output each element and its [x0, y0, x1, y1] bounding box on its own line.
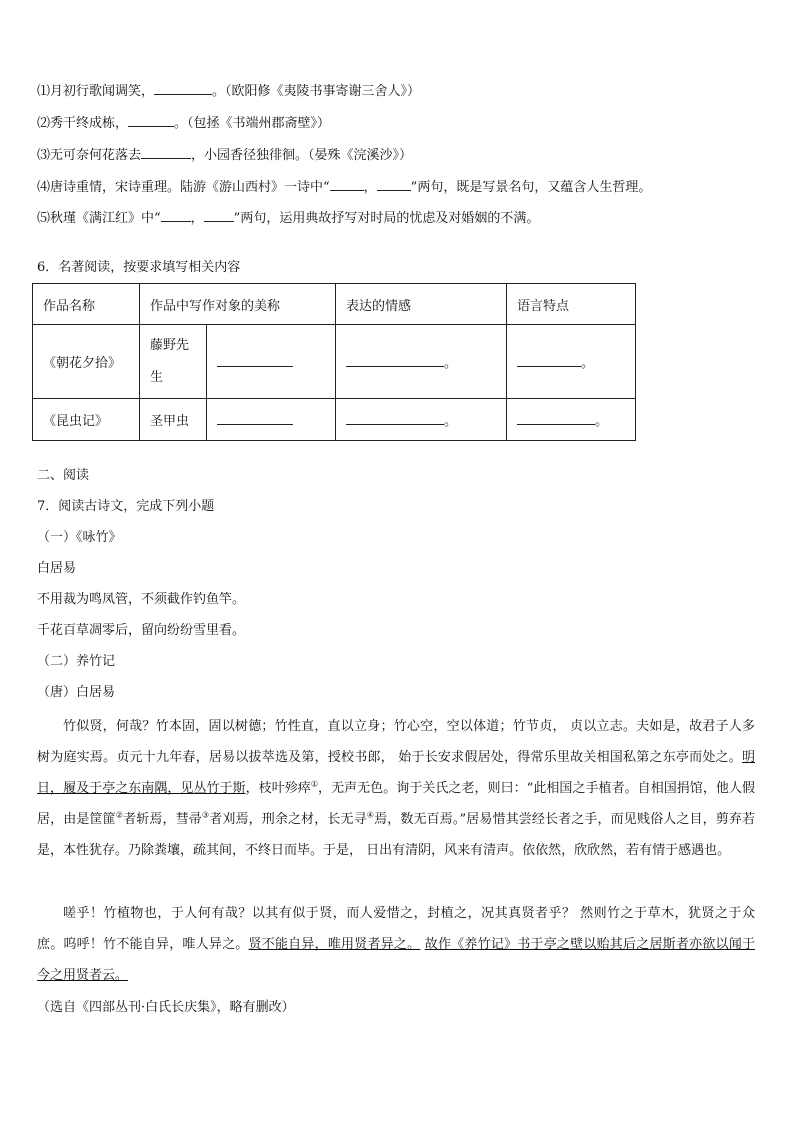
table-row	[33, 325, 636, 399]
work-name: 《朝花夕拾》	[33, 325, 140, 399]
poem-fill-4: ⑷唐诗重情，宋诗重理。陆游《游山西村》一诗中“ ， ”两句，既是写景名句，又蕴含人生哲理。	[37, 180, 652, 195]
underlined-sentence: 贤不能自异，唯用贤者异之。	[248, 937, 421, 952]
answer-blank[interactable]	[161, 209, 191, 222]
answer-cell[interactable]: 。	[507, 325, 636, 399]
table-header-row	[33, 284, 636, 325]
answer-blank[interactable]	[204, 209, 234, 222]
answer-blank[interactable]	[128, 114, 174, 127]
underlined-sentence: 明日，履及于亭之东南隅，见丛竹于斯	[37, 750, 755, 796]
answer-cell[interactable]	[207, 399, 336, 441]
answer-blank[interactable]	[377, 178, 411, 191]
work-name: 《昆虫记》	[33, 399, 140, 441]
part2-title: （二）养竹记	[37, 654, 116, 669]
header-cell: 作品名称	[33, 284, 140, 325]
essay-paragraph-1: 竹似贤，何哉？竹本固，固以树德；竹性直，直以立身；竹心空，空以体道；竹节贞， 贞以立志。夫如是，故君子人多树为庭实焉。贞元十九年春，居易以拔萃选及第，授校书郎， 始于长安求假居处，得常乐里故关相国私第之东亭而处之。明日，履及于亭之东南隅，见丛竹于斯，枝叶殄瘁①，无声无色。询于关氏之老，则曰：“此相国之手植者。自相国捐馆，他人假居，由是筐篚②者斩焉，彗帚③者刈焉，刑余之材，长无寻④焉，数无百焉。”居易惜其尝经长者之手，而见贱俗人之目，剪弃若是，本性犹存。乃除粪壤，疏其间，不终日而毕。于是， 日出有清阴，风来有清声。依依然，欣欣然，若有情于感遇也。	[37, 719, 755, 858]
answer-blank[interactable]	[141, 146, 191, 159]
header-cell: 语言特点	[507, 284, 636, 325]
works-table	[32, 283, 636, 441]
answer-blank[interactable]	[154, 82, 212, 95]
subject-name: 圣甲虫	[140, 399, 207, 441]
answer-cell[interactable]: 。	[336, 325, 507, 399]
header-cell: 作品中写作对象的美称	[140, 284, 336, 325]
source-note: （选自《四部丛刊·白氏长庆集》，略有删改）	[37, 1000, 295, 1015]
table-row	[33, 399, 636, 441]
part1-title: （一）《咏竹》	[37, 530, 122, 545]
q7-title: 7．阅读古诗文，完成下列小题	[37, 499, 215, 514]
section-heading: 二、阅读	[37, 468, 90, 483]
answer-cell[interactable]: 。	[336, 399, 507, 441]
answer-cell[interactable]: 。	[507, 399, 636, 441]
underlined-sentence: 故作《养竹记》书于亭之壁以贻其后之居斯者亦欲以闻于今之用贤者云。	[37, 937, 755, 983]
poem-line: 不用裁为鸣凤管，不须截作钓鱼竿。	[37, 592, 246, 607]
poem-fill-3: ⑶无可奈何花落去 ，小园香径独徘徊。（晏殊《浣溪沙》）	[37, 148, 413, 163]
poem-line: 千花百草凋零后，留向纷纷雪里看。	[37, 623, 246, 638]
part1-author: 白居易	[37, 561, 77, 576]
part2-author: （唐）白居易	[37, 685, 116, 700]
header-cell: 表达的情感	[336, 284, 507, 325]
poem-fill-1: ⑴月初行歌闻调笑， 。（欧阳修《夷陵书事寄谢三舍人》）	[37, 84, 421, 99]
poem-fill-5: ⑸秋瑾《满江红》中“ ， ”两句，运用典故抒写对时局的忧虑及对婚姻的不满。	[37, 211, 540, 226]
subject-name: 藤野先生	[140, 325, 207, 399]
essay-paragraph-2: 嗟乎！竹植物也，于人何有哉？以其有似于贤，而人爱惜之，封植之，况其真贤者乎？ 然则竹之于草木，犹贤之于众庶。呜呼！竹不能自异，唯人异之。贤不能自异，唯用贤者异之。 故作《养竹记》书于亭之壁以贻其后之居斯者亦欲以闻于今之用贤者云。	[37, 906, 755, 983]
q6-title: 6．名著阅读，按要求填写相关内容	[37, 260, 241, 275]
answer-blank[interactable]	[330, 178, 364, 191]
answer-cell[interactable]	[207, 325, 336, 399]
poem-fill-2: ⑵秀干终成栋， 。（包拯《书端州郡斋壁》）	[37, 116, 331, 131]
